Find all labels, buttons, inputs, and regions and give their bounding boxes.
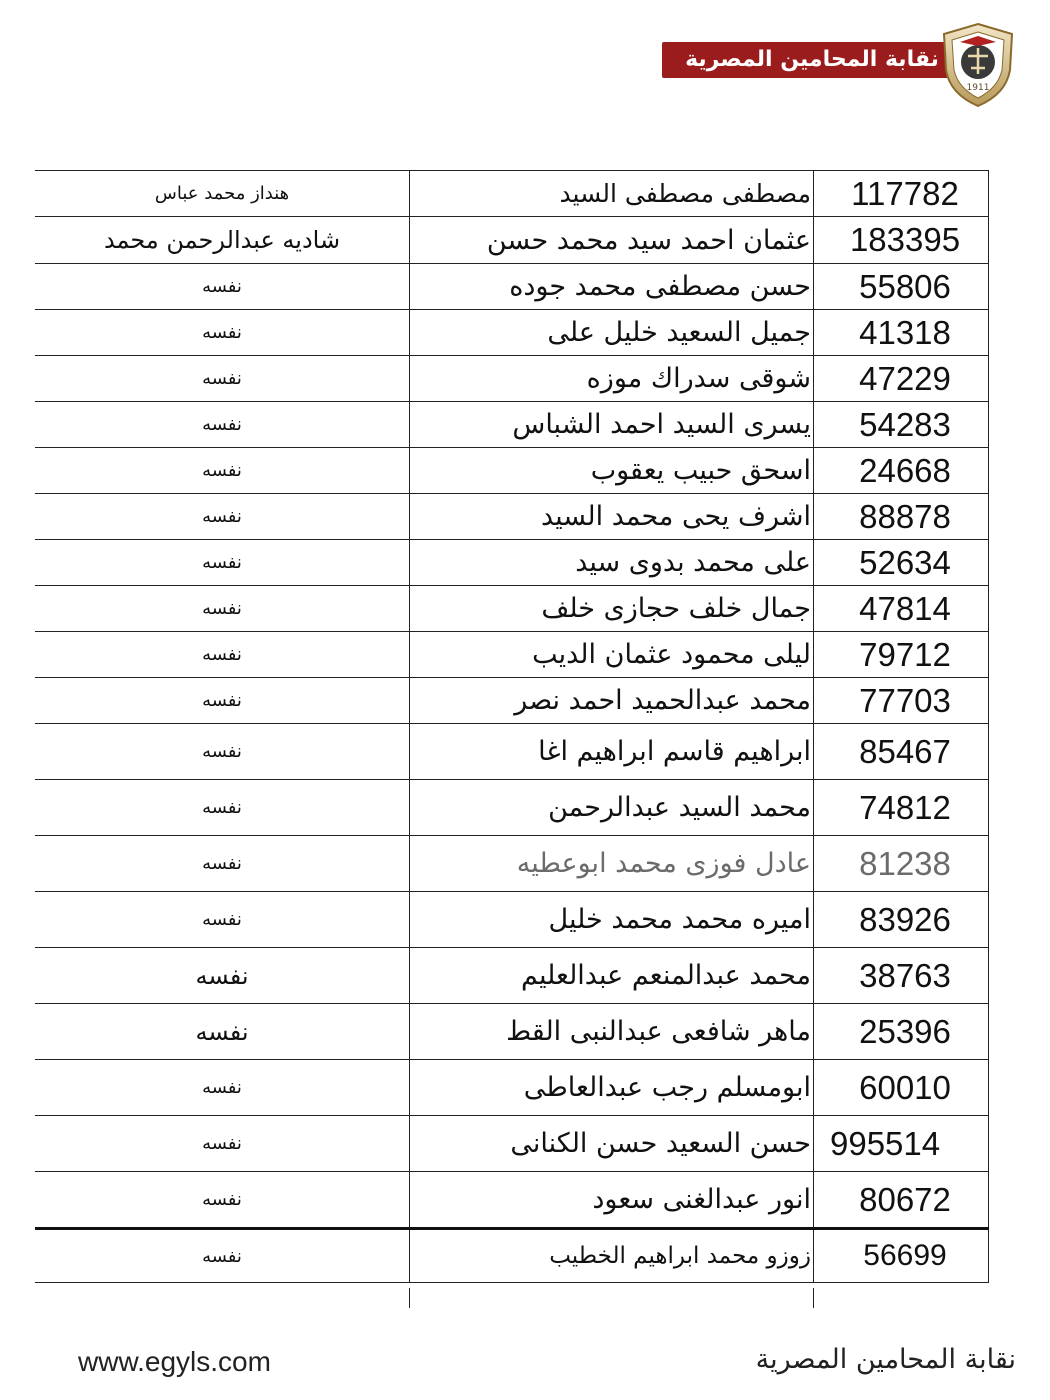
footer-org-name: نقابة المحامين المصرية — [755, 1344, 1016, 1375]
member-name: عادل فوزى محمد ابوعطيه — [409, 836, 813, 891]
member-name: ابراهيم قاسم ابراهيم اغا — [409, 724, 813, 779]
beneficiary: نفسه — [202, 506, 242, 527]
table-row — [35, 1115, 989, 1171]
beneficiary: نفسه — [202, 1245, 242, 1267]
beneficiary: نفسه — [202, 598, 242, 619]
member-id: 88878 — [813, 494, 989, 539]
divider — [409, 1288, 410, 1308]
beneficiary: نفسه — [202, 414, 242, 435]
member-name: عثمان احمد سيد محمد حسن — [409, 217, 813, 263]
member-name: يسرى السيد احمد الشباس — [409, 402, 813, 447]
table-row — [35, 1003, 989, 1059]
table-row — [35, 539, 989, 585]
table-row — [35, 677, 989, 723]
beneficiary: نفسه — [202, 552, 242, 573]
member-id: 60010 — [813, 1060, 989, 1115]
table-row — [35, 1171, 989, 1227]
beneficiary: نفسه — [202, 368, 242, 389]
member-name: اشرف يحى محمد السيد — [409, 494, 813, 539]
table-row — [35, 947, 989, 1003]
table-row — [35, 891, 989, 947]
member-id: 85467 — [813, 724, 989, 779]
table-row — [35, 263, 989, 309]
member-id: 25396 — [813, 1004, 989, 1059]
member-id: 79712 — [813, 632, 989, 677]
table-row — [35, 1227, 989, 1283]
member-name: انور عبدالغنى سعود — [409, 1172, 813, 1227]
beneficiary: نفسه — [202, 1189, 242, 1210]
member-id: 41318 — [813, 310, 989, 355]
table-row — [35, 493, 989, 539]
member-id: 77703 — [813, 678, 989, 723]
member-id: 24668 — [813, 448, 989, 493]
table-row — [35, 835, 989, 891]
table-row — [35, 779, 989, 835]
member-id: 52634 — [813, 540, 989, 585]
beneficiary: هنداز محمد عباس — [154, 183, 290, 204]
member-name: محمد السيد عبدالرحمن — [409, 780, 813, 835]
member-id: 183395 — [813, 217, 989, 263]
member-name: اسحق حبيب يعقوب — [409, 448, 813, 493]
table-row — [35, 723, 989, 779]
member-id: 47814 — [813, 586, 989, 631]
logo-year: 1911 — [966, 83, 990, 93]
member-id: 47229 — [813, 356, 989, 401]
table-row — [35, 1059, 989, 1115]
member-id: 54283 — [813, 402, 989, 447]
table-row — [35, 401, 989, 447]
member-id: 995514 — [813, 1116, 989, 1171]
beneficiary: نفسه — [202, 909, 242, 930]
member-id: 74812 — [813, 780, 989, 835]
beneficiary: نفسه — [202, 322, 242, 343]
records-table — [35, 170, 989, 1283]
syndicate-logo-icon — [938, 22, 1018, 108]
member-id: 83926 — [813, 892, 989, 947]
member-name: شوقى سدراك موزه — [409, 356, 813, 401]
member-name: ماهر شافعى عبدالنبى القط — [409, 1004, 813, 1059]
beneficiary: نفسه — [195, 1017, 249, 1046]
member-name: جميل السعيد خليل على — [409, 310, 813, 355]
beneficiary: نفسه — [202, 276, 242, 297]
table-tail-lines — [35, 1288, 989, 1308]
header-org-banner: نقابة المحامين المصرية — [662, 42, 962, 78]
beneficiary: نفسه — [202, 741, 242, 762]
beneficiary: نفسه — [202, 644, 242, 665]
member-name: زوزو محمد ابراهيم الخطيب — [409, 1230, 813, 1282]
beneficiary: نفسه — [202, 690, 242, 711]
table-row — [35, 216, 989, 263]
table-row — [35, 355, 989, 401]
table-row — [35, 585, 989, 631]
member-id: 117782 — [813, 171, 989, 216]
member-name: جمال خلف حجازى خلف — [409, 586, 813, 631]
table-row — [35, 309, 989, 355]
member-name: ليلى محمود عثمان الديب — [409, 632, 813, 677]
beneficiary: نفسه — [202, 1077, 242, 1098]
beneficiary: نفسه — [202, 853, 242, 874]
member-name: على محمد بدوى سيد — [409, 540, 813, 585]
beneficiary: نفسه — [202, 797, 242, 818]
beneficiary: نفسه — [202, 460, 242, 481]
member-id: 56699 — [813, 1230, 989, 1282]
table-row — [35, 631, 989, 677]
member-name: حسن مصطفى محمد جوده — [409, 264, 813, 309]
beneficiary: نفسه — [202, 1133, 242, 1154]
member-name: حسن السعيد حسن الكنانى — [409, 1116, 813, 1171]
member-id: 55806 — [813, 264, 989, 309]
member-name: اميره محمد محمد خليل — [409, 892, 813, 947]
member-id: 80672 — [813, 1172, 989, 1227]
member-id: 81238 — [813, 836, 989, 891]
divider — [813, 1288, 814, 1308]
member-name: محمد عبدالحميد احمد نصر — [409, 678, 813, 723]
beneficiary: شاديه عبدالرحمن محمد — [103, 226, 341, 254]
member-name: ابومسلم رجب عبدالعاطى — [409, 1060, 813, 1115]
footer-website: www.egyls.com — [78, 1346, 271, 1377]
table-row — [35, 170, 989, 216]
table-row — [35, 447, 989, 493]
member-name: محمد عبدالمنعم عبدالعليم — [409, 948, 813, 1003]
member-id: 38763 — [813, 948, 989, 1003]
beneficiary: نفسه — [195, 961, 249, 990]
member-name: مصطفى مصطفى السيد — [409, 171, 813, 216]
